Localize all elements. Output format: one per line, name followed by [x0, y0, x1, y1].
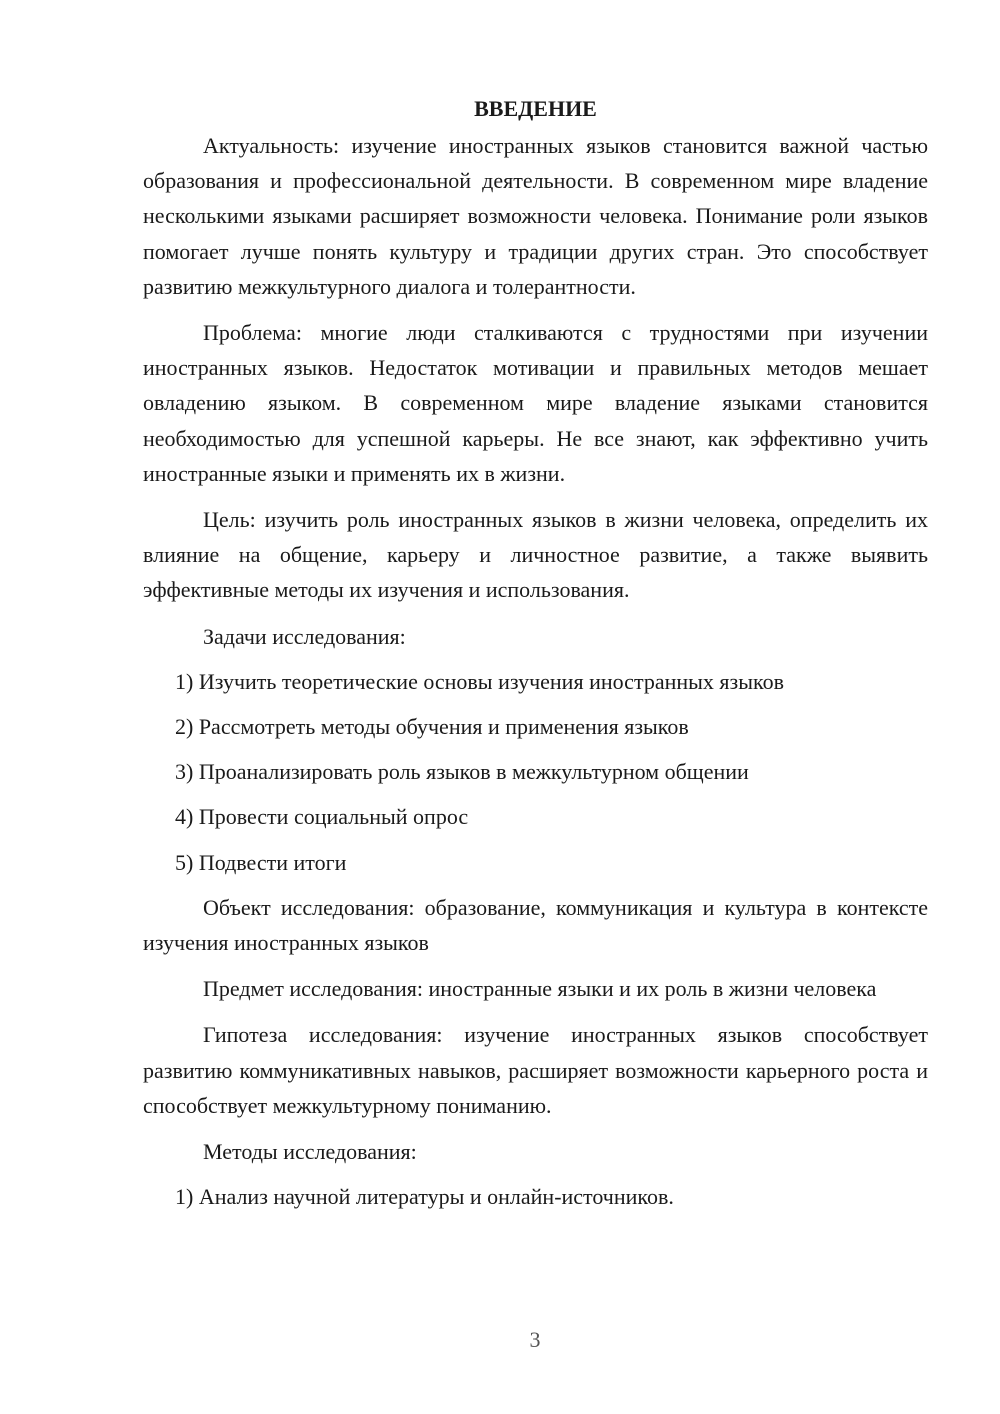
- methods-heading: Методы исследования:: [203, 1139, 417, 1165]
- list-item: 5) Подвести итоги: [175, 849, 347, 875]
- paragraph-subject: Предмет исследования: иностранные языки и их роль в жизни человека: [203, 976, 877, 1002]
- document-page: [143, 92, 928, 1224]
- list-item: 4) Провести социальный опрос: [175, 804, 469, 830]
- list-item: 3) Проанализировать роль языков в межкультурном общении: [175, 759, 749, 785]
- paragraph-problem: Проблема: многие люди сталкиваются с трудностями при изучении иностранных языков. Недостаток мотивации и правильных методов мешает овладению языком. В современном мире владение языками становится необходимостью для успешной карьеры. Не все знают, как эффективно учить иностранные языки и применять их в жизни.: [143, 320, 928, 486]
- page-number: 3: [529, 1327, 541, 1352]
- paragraph-object: Объект исследования: образование, коммуникация и культура в контексте изучения иностранных языков: [143, 894, 928, 956]
- tasks-heading: Задачи исследования:: [203, 623, 406, 649]
- paragraph-hypothesis: Гипотеза исследования: изучение иностранных языков способствует развитию коммуникативных навыков, расширяет возможности карьерного роста и способствует межкультурному пониманию.: [143, 1022, 928, 1118]
- paragraph-goal: Цель: изучить роль иностранных языков в жизни человека, определить их влияние на общение, карьеру и личностное развитие, а также выявить эффективные методы их изучения и использования.: [143, 507, 928, 603]
- methods-list: [143, 1179, 928, 1214]
- list-item: 1) Анализ научной литературы и онлайн-источников.: [175, 1184, 674, 1210]
- paragraph-relevance: Актуальность: изучение иностранных языков становится важной частью образования и профессиональной деятельности. В современном мире владение несколькими языками расширяет возможности человека. Понимание роли языков помогает лучше понять культуру и традиции других стран. Это способствует развитию межкультурного диалога и толерантности.: [143, 133, 928, 299]
- tasks-list: [143, 664, 928, 880]
- page-title: ВВЕДЕНИЕ: [474, 96, 597, 121]
- list-item: 2) Рассмотреть методы обучения и применения языков: [175, 714, 689, 740]
- list-item: 1) Изучить теоретические основы изучения иностранных языков: [175, 668, 784, 694]
